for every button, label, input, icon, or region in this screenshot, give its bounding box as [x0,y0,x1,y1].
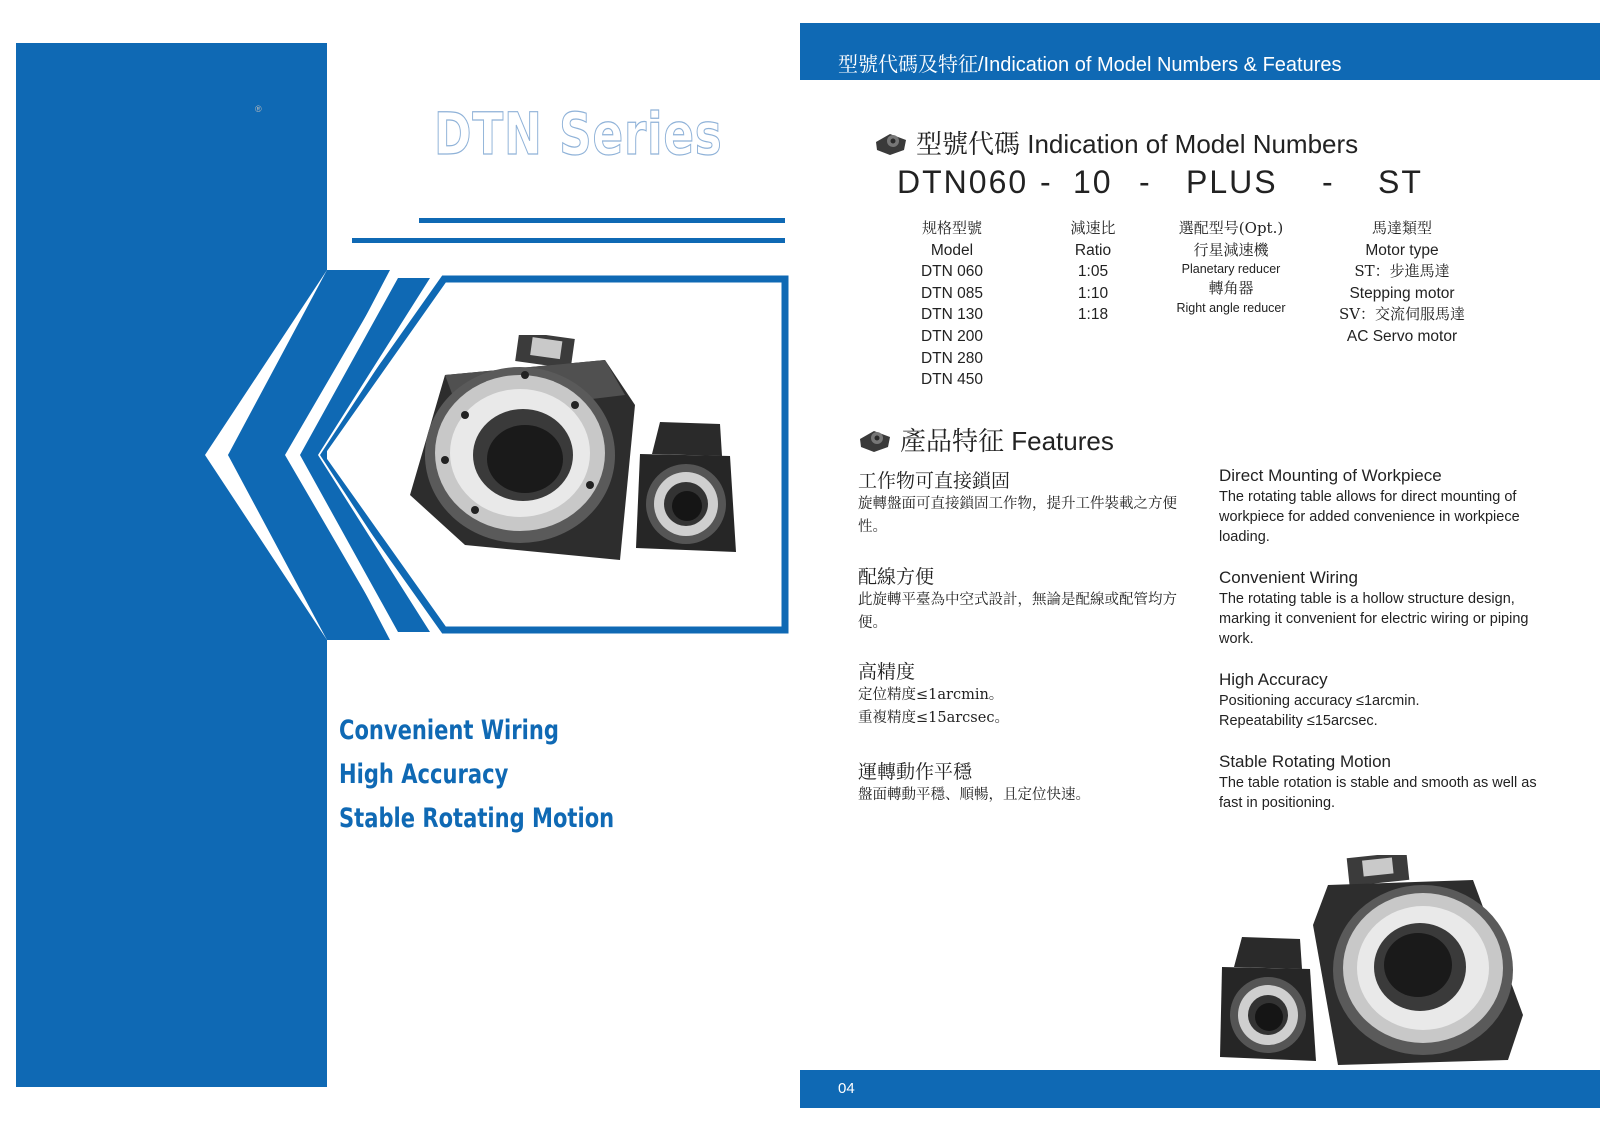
model-col-en: Model [930,241,974,259]
feature-cn-title: 高精度 [858,661,916,683]
motor-st-en: Stepping motor [1349,284,1455,302]
feature-cn-title: 運轉動作平穩 [858,761,973,783]
model-item: DTN 130 [920,306,984,324]
option-column [1160,218,1302,317]
ratio-item: 1:05 [1077,263,1109,281]
left-feature-en: Stable Rotating Motion [339,803,615,834]
product-small-image [1218,935,1318,1065]
features-section-heading [858,421,1114,458]
option-angle-cn: 轉角器 [1208,279,1254,298]
page-number: 04 [838,1080,855,1097]
ratio-item: 1:10 [1077,284,1109,302]
feature-en-title: Direct Mounting of Workpiece [1219,466,1442,485]
banner-title: 型號代碼及特征/Indication of Model Numbers & Features [838,54,1342,76]
model-item: DTN 085 [920,284,984,302]
feature-cn-body: 盤面轉動平穩、順暢，且定位快速。 [858,787,1090,803]
feature-en-body: Positioning accuracy ≤1arcmin. Repeatability ≤15arcsec. [1219,693,1420,729]
model-col-cn: 规格型號 [921,219,982,237]
option-angle-en: Right angle reducer [1176,300,1286,315]
code-part-model: DTN060 [897,164,1029,200]
option-planetary-cn: 行星減速機 [1193,240,1269,259]
product-small-image [632,420,742,560]
ratio-col-cn: 減速比 [1070,219,1116,237]
feature-en-title: High Accuracy [1219,670,1328,689]
code-dash-1: - [1040,164,1053,200]
motor-column [1322,218,1482,348]
features-section-title: 產品特征 Features [900,426,1114,456]
registered-mark: ® [255,104,262,114]
code-part-option: PLUS [1186,164,1278,200]
code-dash-2: - [1139,164,1152,200]
code-part-ratio: 10 [1073,164,1113,200]
model-item: DTN 280 [920,349,984,367]
model-column [902,218,1002,391]
model-item: DTN 060 [920,263,984,281]
series-title: DTN Series [434,100,723,168]
feature-cn-body: 定位精度≤1arcmin。 重複精度≤15arcsec。 [858,687,1009,726]
motor-col-cn: 馬達類型 [1371,219,1432,237]
option-planetary-en: Planetary reducer [1181,262,1281,277]
model-section-title: 型號代碼 Indication of Model Numbers [916,129,1359,159]
motor-st-cn: ST：步進馬達 [1354,262,1450,281]
product-big-image [405,335,645,575]
top-banner [800,23,1600,80]
bottom-banner [800,1070,1600,1108]
code-dash-3: - [1322,164,1335,200]
code-part-motor: ST [1378,164,1423,200]
model-section-heading [874,124,1358,161]
product-big-image [1308,855,1528,1070]
feature-cn-title: 工作物可直接鎖固 [858,470,1011,492]
gear-cube-icon [858,427,892,453]
gear-cube-icon [874,130,908,156]
model-item: DTN 200 [920,327,984,345]
left-feature-en: High Accuracy [339,759,509,790]
ratio-item: 1:18 [1077,306,1109,324]
feature-en-body: The rotating table is a hollow structure design, marking it convenient for electric wiring or piping work. [1219,591,1529,647]
motor-sv-cn: SV：交流伺服馬達 [1338,305,1466,324]
feature-en-body: The table rotation is stable and smooth as well as fast in positioning. [1219,775,1537,811]
ratio-col-en: Ratio [1074,241,1112,259]
feature-en-title: Convenient Wiring [1219,568,1358,587]
feature-en-title: Stable Rotating Motion [1219,752,1391,771]
model-item: DTN 450 [920,371,984,389]
feature-cn-title: 配線方便 [858,566,935,588]
motor-sv-en: AC Servo motor [1346,327,1458,345]
feature-cn-body: 此旋轉平臺為中空式設計，無論是配線或配管均方便。 [858,592,1177,631]
motor-col-en: Motor type [1365,241,1439,259]
ratio-column [1053,218,1133,326]
feature-en-body: The rotating table allows for direct mounting of workpiece for added convenience in workpiece loading. [1219,489,1520,545]
feature-cn-body: 旋轉盤面可直接鎖固工作物，提升工件裝載之方便性。 [858,496,1177,535]
option-col-cn: 選配型号(Opt.) [1178,219,1284,237]
left-feature-en: Convenient Wiring [339,715,559,746]
